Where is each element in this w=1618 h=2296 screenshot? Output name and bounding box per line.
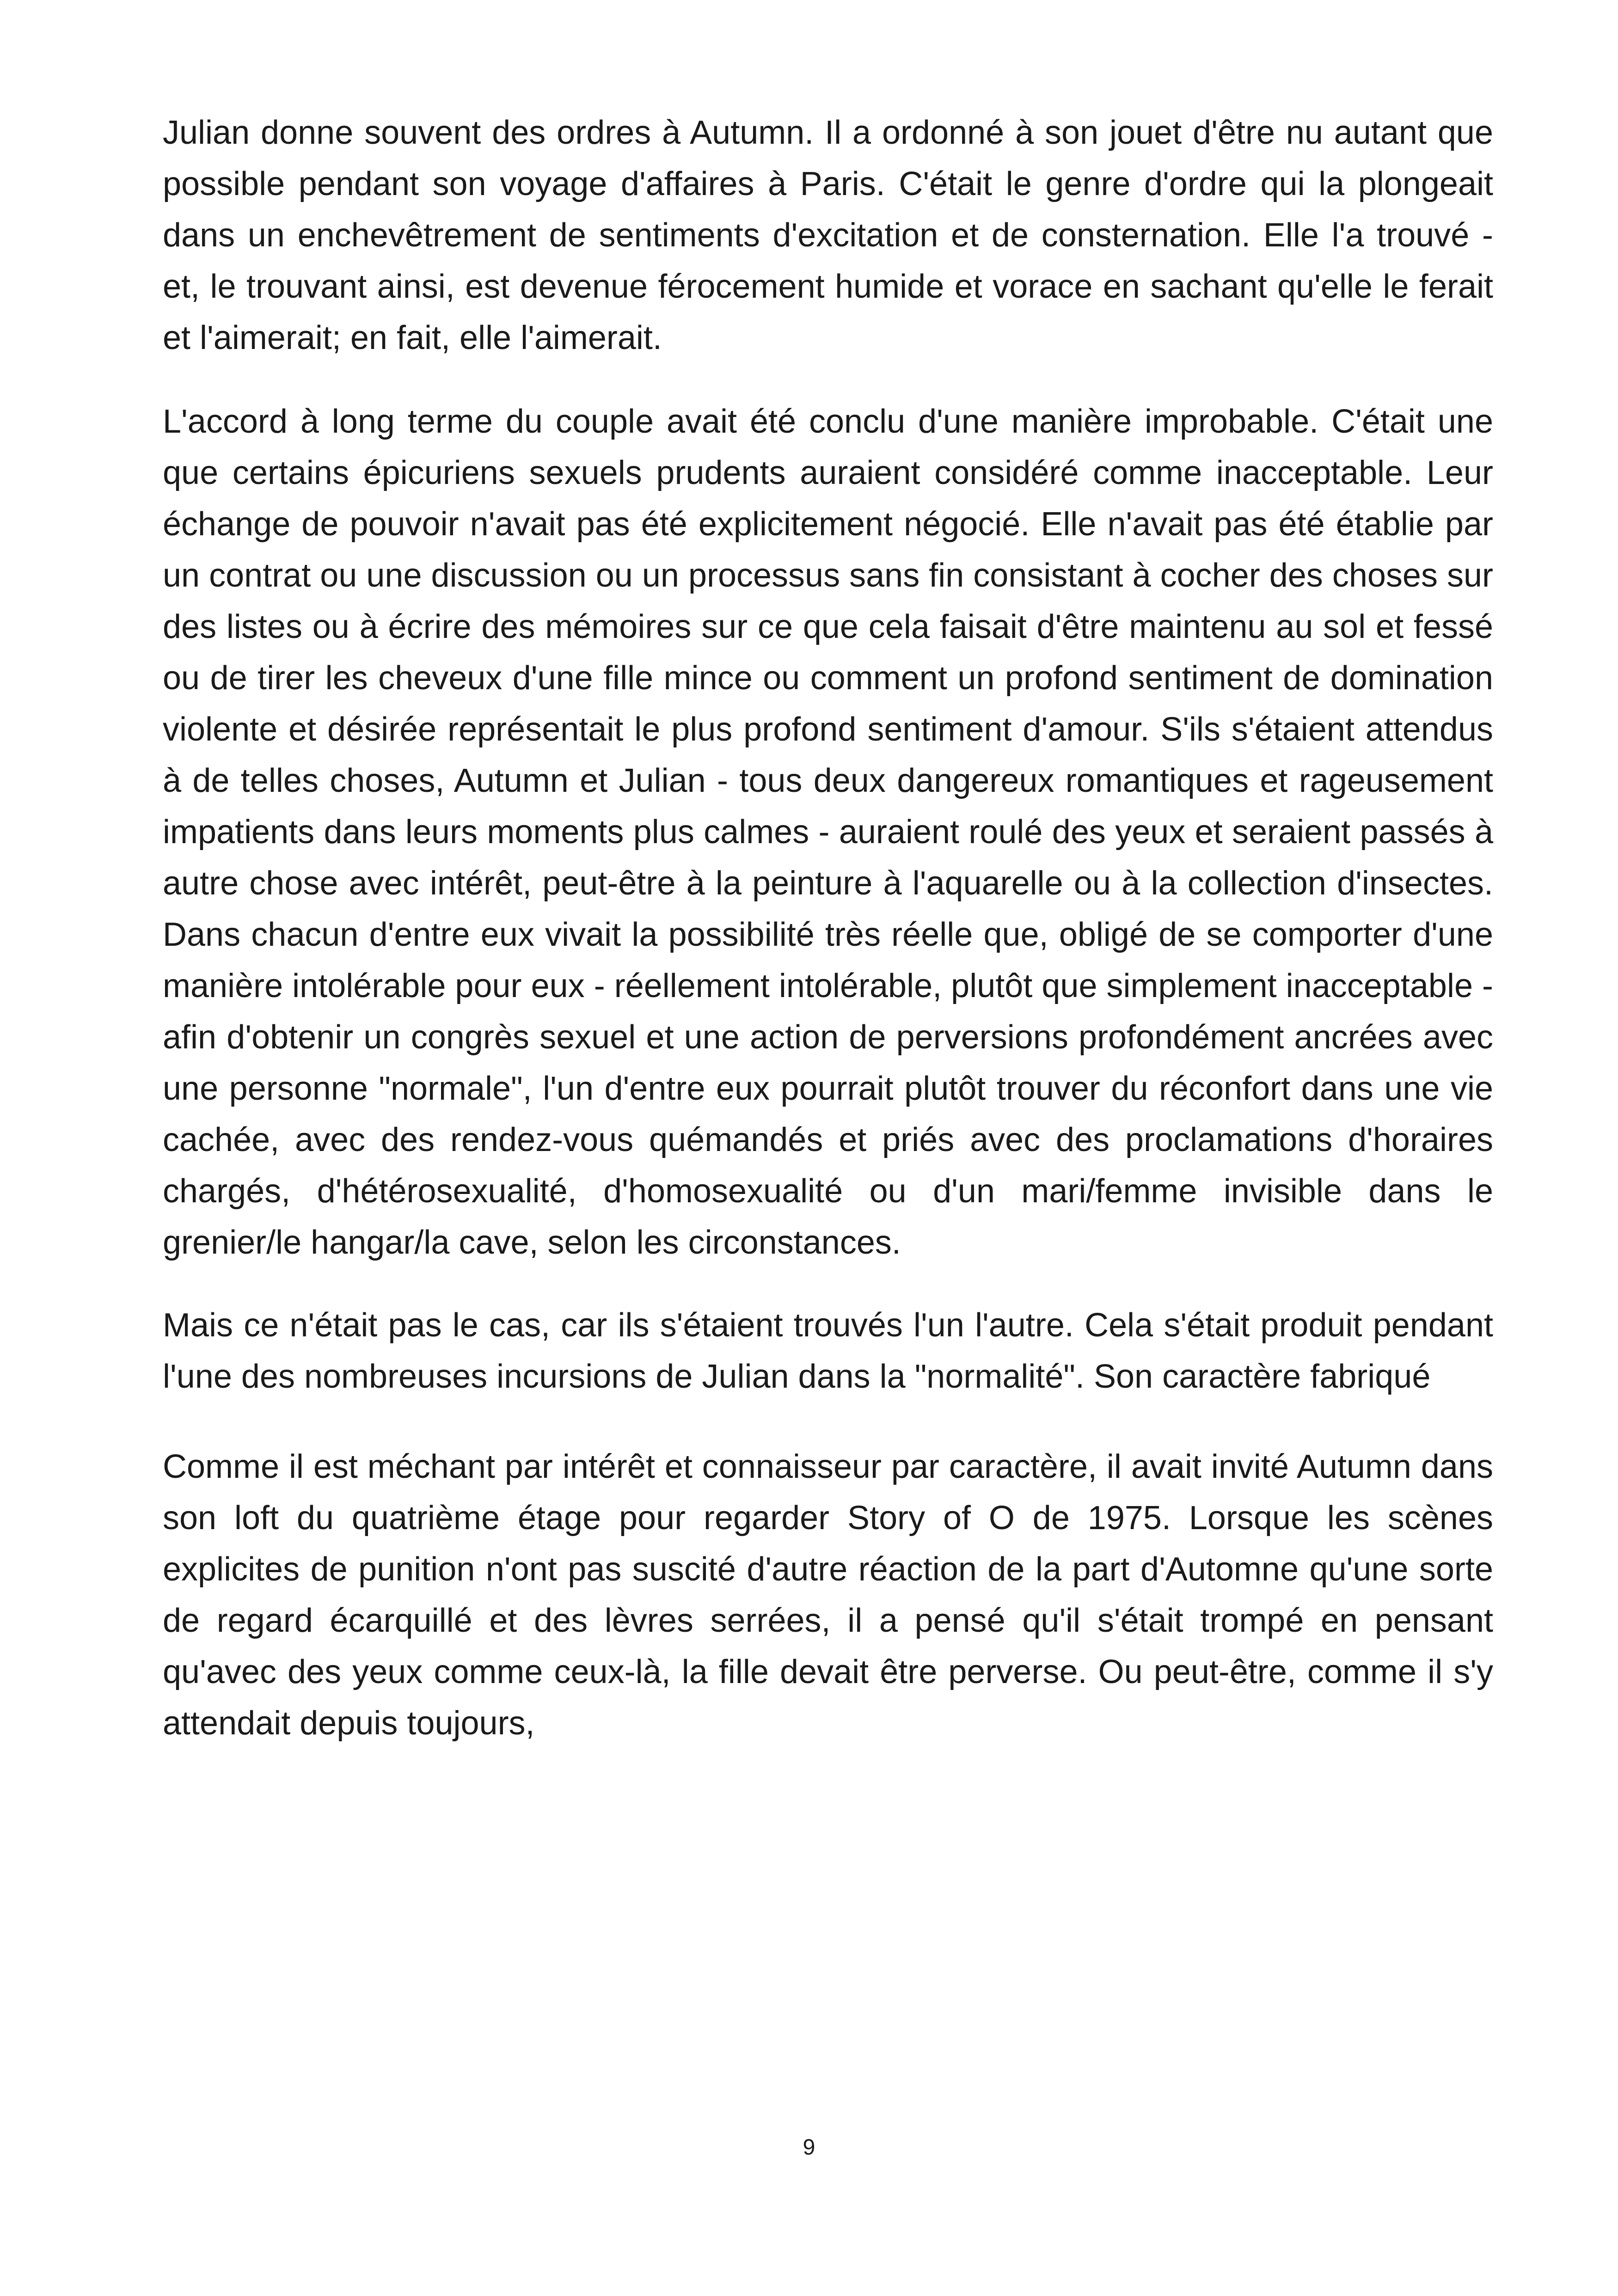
paragraph-3: Mais ce n'était pas le cas, car ils s'étaient trouvés l'un l'autre. Cela s'était produit pendant l'une des nombreuses incursions de Julian dans la "normalité". Son caractère fabriqué bbox=[163, 1307, 1493, 1395]
body-text bbox=[163, 107, 1493, 1749]
paragraph-2: L'accord à long terme du couple avait été conclu d'une manière improbable. C'était une que certains épicuriens sexuels prudents auraient considéré comme inacceptable. Leur échange de pouvoir n'avait pas été explicitement négocié. Elle n'avait pas été établie par un contrat ou une discussion ou un processus sans fin consistant à cocher des choses sur des listes ou à écrire des mémoires sur ce que cela faisait d'être maintenu au sol et fessé ou de tirer les cheveux d'une fille mince ou comment un profond sentiment de domination violente et désirée représentait le plus profond sentiment d'amour. S'ils s'étaient attendus à de telles choses, Autumn et Julian - tous deux dangereux romantiques et rageusement impatients dans leurs moments plus calmes - auraient roulé des yeux et seraient passés à autre chose avec intérêt, peut-être à la peinture à l'aquarelle ou à la collection d'insectes. Dans chacun d'entre eux vivait la possibilité très réelle que, obligé de se comporter d'une manière intolérable pour eux - réellement intolérable, plutôt que simplement inacceptable - afin d'obtenir un congrès sexuel et une action de perversions profondément ancrées avec une personne "normale", l'un d'entre eux pourrait plutôt trouver du réconfort dans une vie cachée, avec des rendez-vous quémandés et priés avec des proclamations d'horaires chargés, d'hétérosexualité, d'homosexualité ou d'un mari/femme invisible dans le grenier/le hangar/la cave, selon les circonstances. bbox=[163, 403, 1493, 1261]
paragraph-1: Julian donne souvent des ordres à Autumn. Il a ordonné à son jouet d'être nu autant que possible pendant son voyage d'affaires à Paris. C'était le genre d'ordre qui la plongeait dans un enchevêtrement de sentiments d'excitation et de consternation. Elle l'a trouvé - et, le trouvant ainsi, est devenue férocement humide et vorace en sachant qu'elle le ferait et l'aimerait; en fait, elle l'aimerait. bbox=[163, 114, 1493, 356]
paragraph-4: Comme il est méchant par intérêt et connaisseur par caractère, il avait invité Autumn dans son loft du quatrième étage pour regarder Story of O de 1975. Lorsque les scènes explicites de punition n'ont pas suscité d'autre réaction de la part d'Automne qu'une sorte de regard écarquillé et des lèvres serrées, il a pensé qu'il s'était trompé en pensant qu'avec des yeux comme ceux-là, la fille devait être perverse. Ou peut-être, comme il s'y attendait depuis toujours, bbox=[163, 1448, 1493, 1742]
page-number: 9 bbox=[803, 2135, 815, 2160]
